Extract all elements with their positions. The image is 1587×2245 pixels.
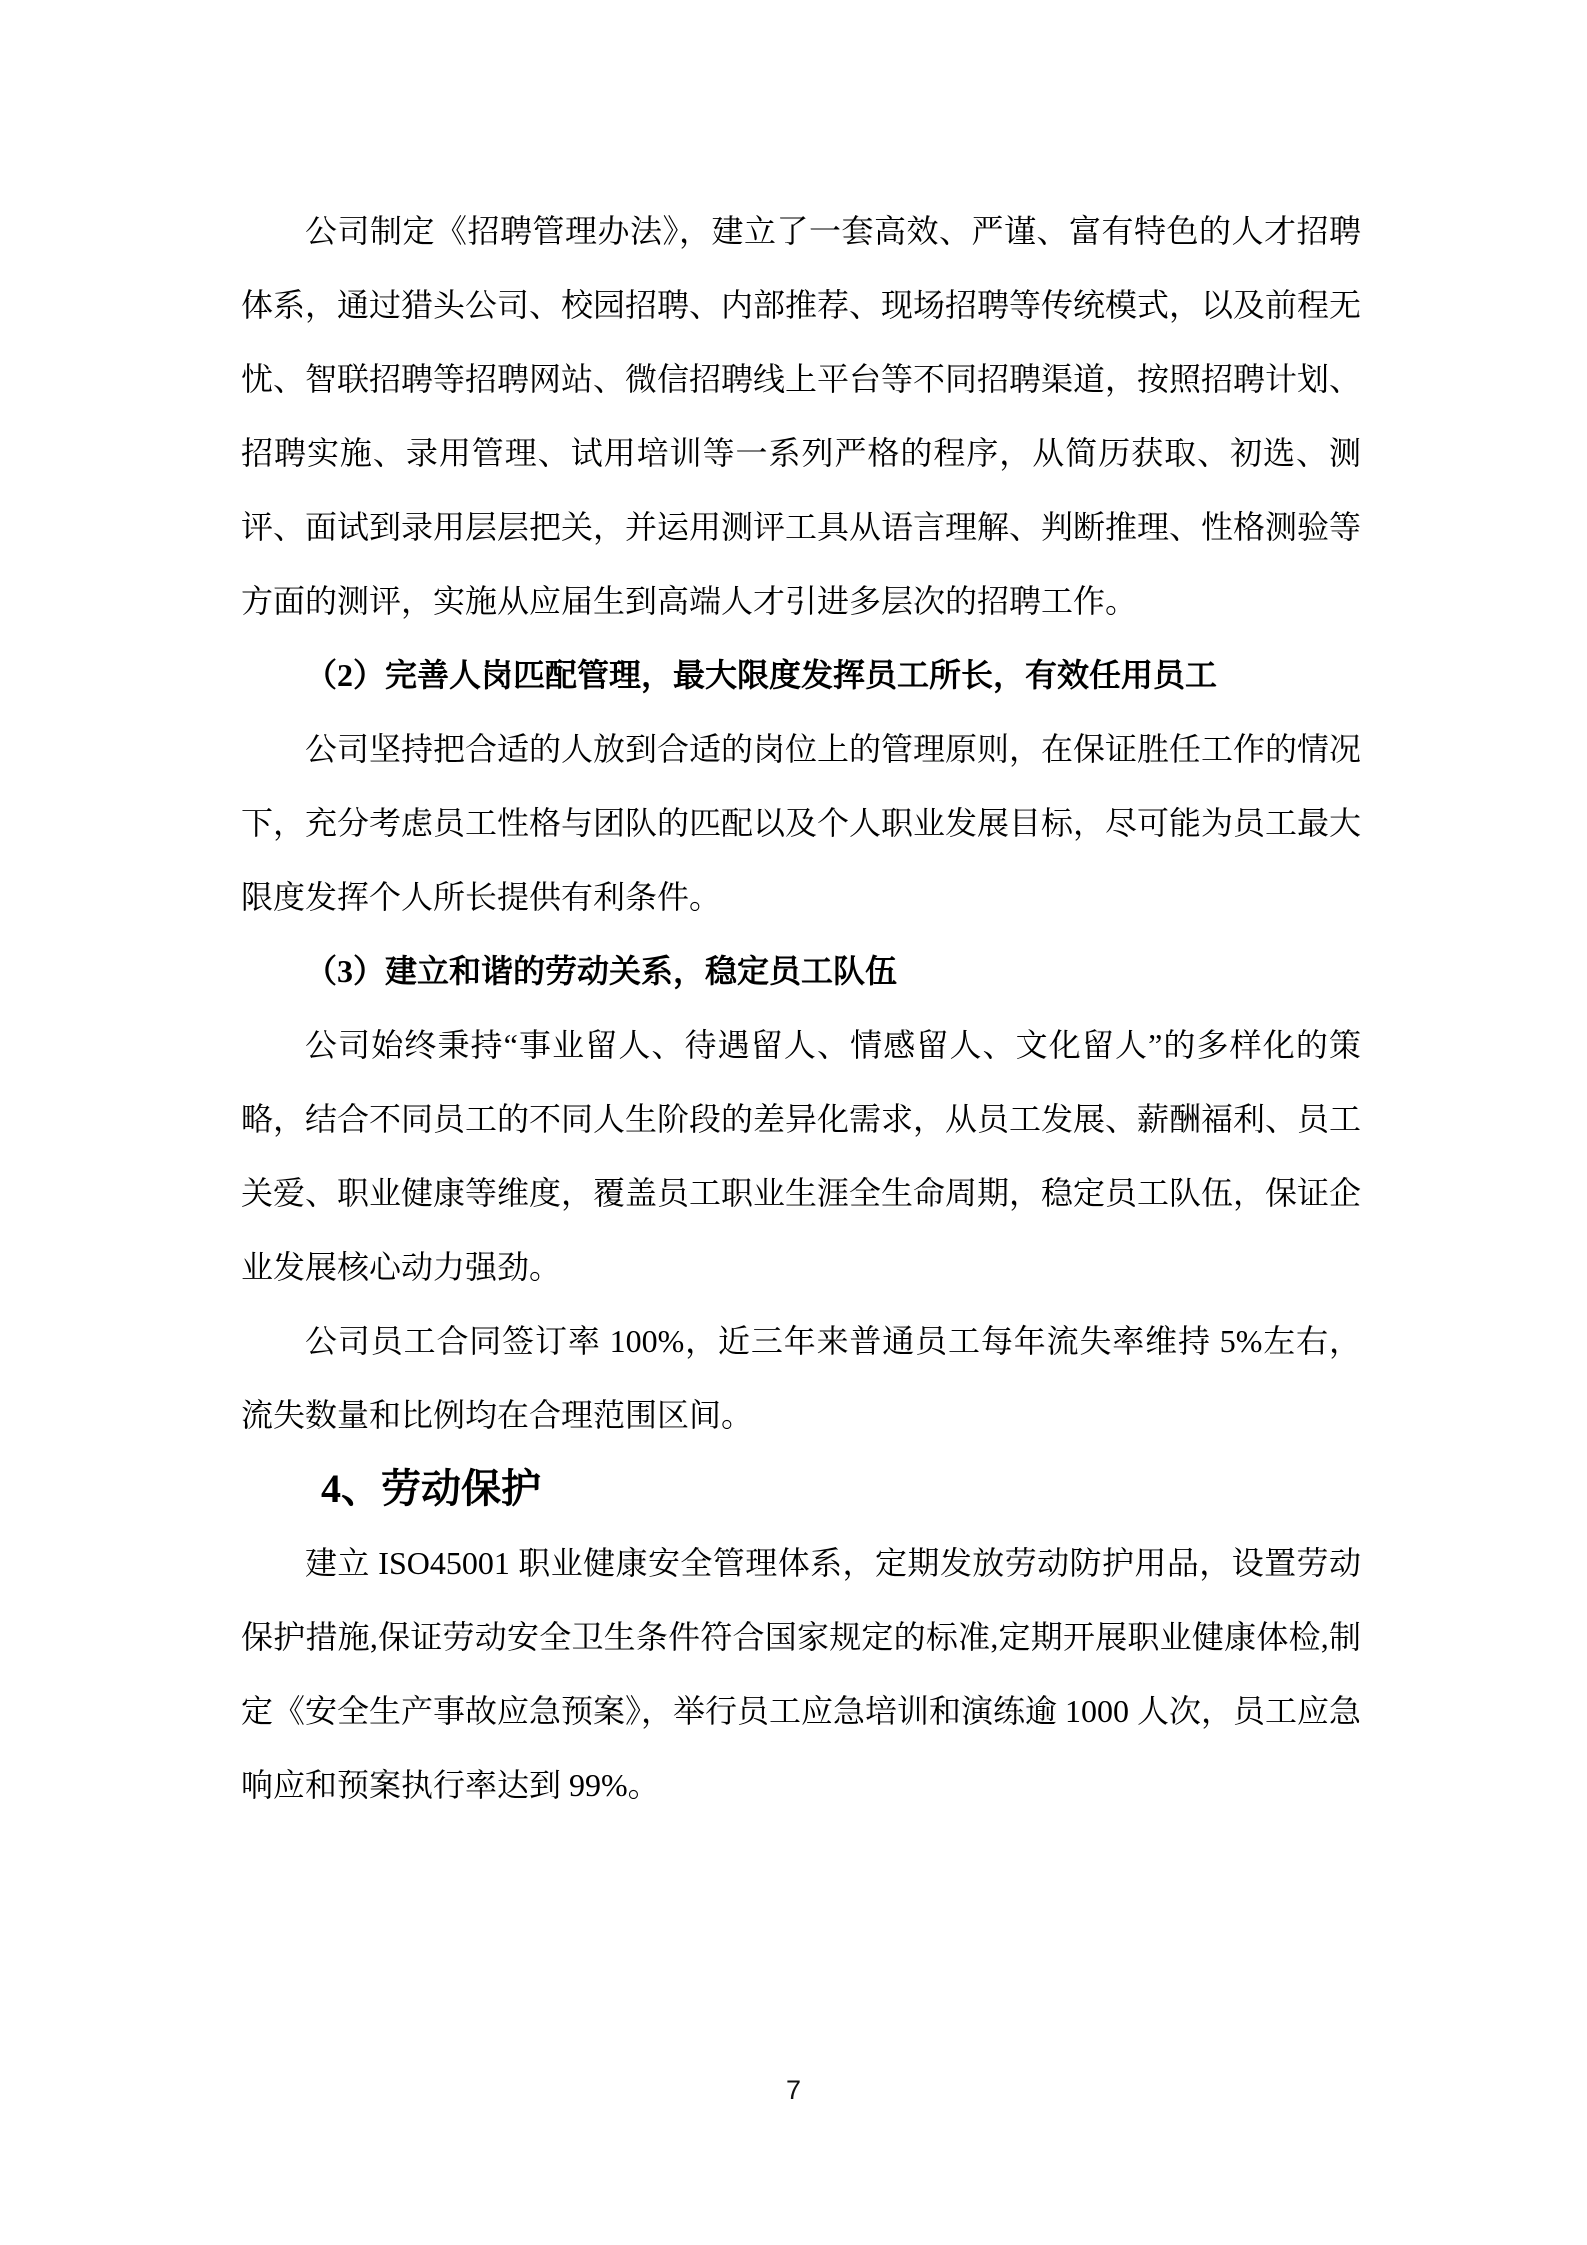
- paragraph-employee-retention: 公司始终秉持“事业留人、待遇留人、情感留人、文化留人”的多样化的策略，结合不同员工的不同人生阶段的差异化需求，从员工发展、薪酬福利、员工关爱、职业健康等维度，覆盖员工职业生涯全生命周期，稳定员工队伍，保证企业发展核心动力强劲。: [241, 1027, 1362, 1285]
- page-number: 7: [785, 2075, 802, 2105]
- paragraph-labor-protection: 建立 ISO45001 职业健康安全管理体系，定期发放劳动防护用品，设置劳动保护措施,保证劳动安全卫生条件符合国家规定的标准,定期开展职业健康体检,制定《安全生产事故应急预案》，举行员工应急培训和演练逾 1000 人次，员工应急响应和预案执行率达到 99%。: [241, 1545, 1362, 1803]
- paragraph-recruitment-system: 公司制定《招聘管理办法》，建立了一套高效、严谨、富有特色的人才招聘体系，通过猎头公司、校园招聘、内部推荐、现场招聘等传统模式，以及前程无忧、智联招聘等招聘网站、微信招聘线上平台等不同招聘渠道，按照招聘计划、招聘实施、录用管理、试用培训等一系列严格的程序，从简历获取、初选、测评、面试到录用层层把关，并运用测评工具从语言理解、判断推理、性格测验等方面的测评，实施从应届生到高端人才引进多层次的招聘工作。: [241, 213, 1362, 619]
- heading-job-matching: （2）完善人岗匹配管理，最大限度发挥员工所长，有效任用员工: [305, 657, 1218, 693]
- section-heading-labor-protection: 4、劳动保护: [321, 1466, 541, 1511]
- paragraph-job-matching: 公司坚持把合适的人放到合适的岗位上的管理原则，在保证胜任工作的情况下，充分考虑员工性格与团队的匹配以及个人职业发展目标，尽可能为员工最大限度发挥个人所长提供有利条件。: [241, 731, 1362, 915]
- paragraph-contract-rate: 公司员工合同签订率 100%，近三年来普通员工每年流失率维持 5%左右，流失数量和比例均在合理范围区间。: [241, 1323, 1361, 1433]
- heading-labor-relations: （3）建立和谐的劳动关系，稳定员工队伍: [305, 953, 898, 989]
- document-content: [241, 194, 1361, 1822]
